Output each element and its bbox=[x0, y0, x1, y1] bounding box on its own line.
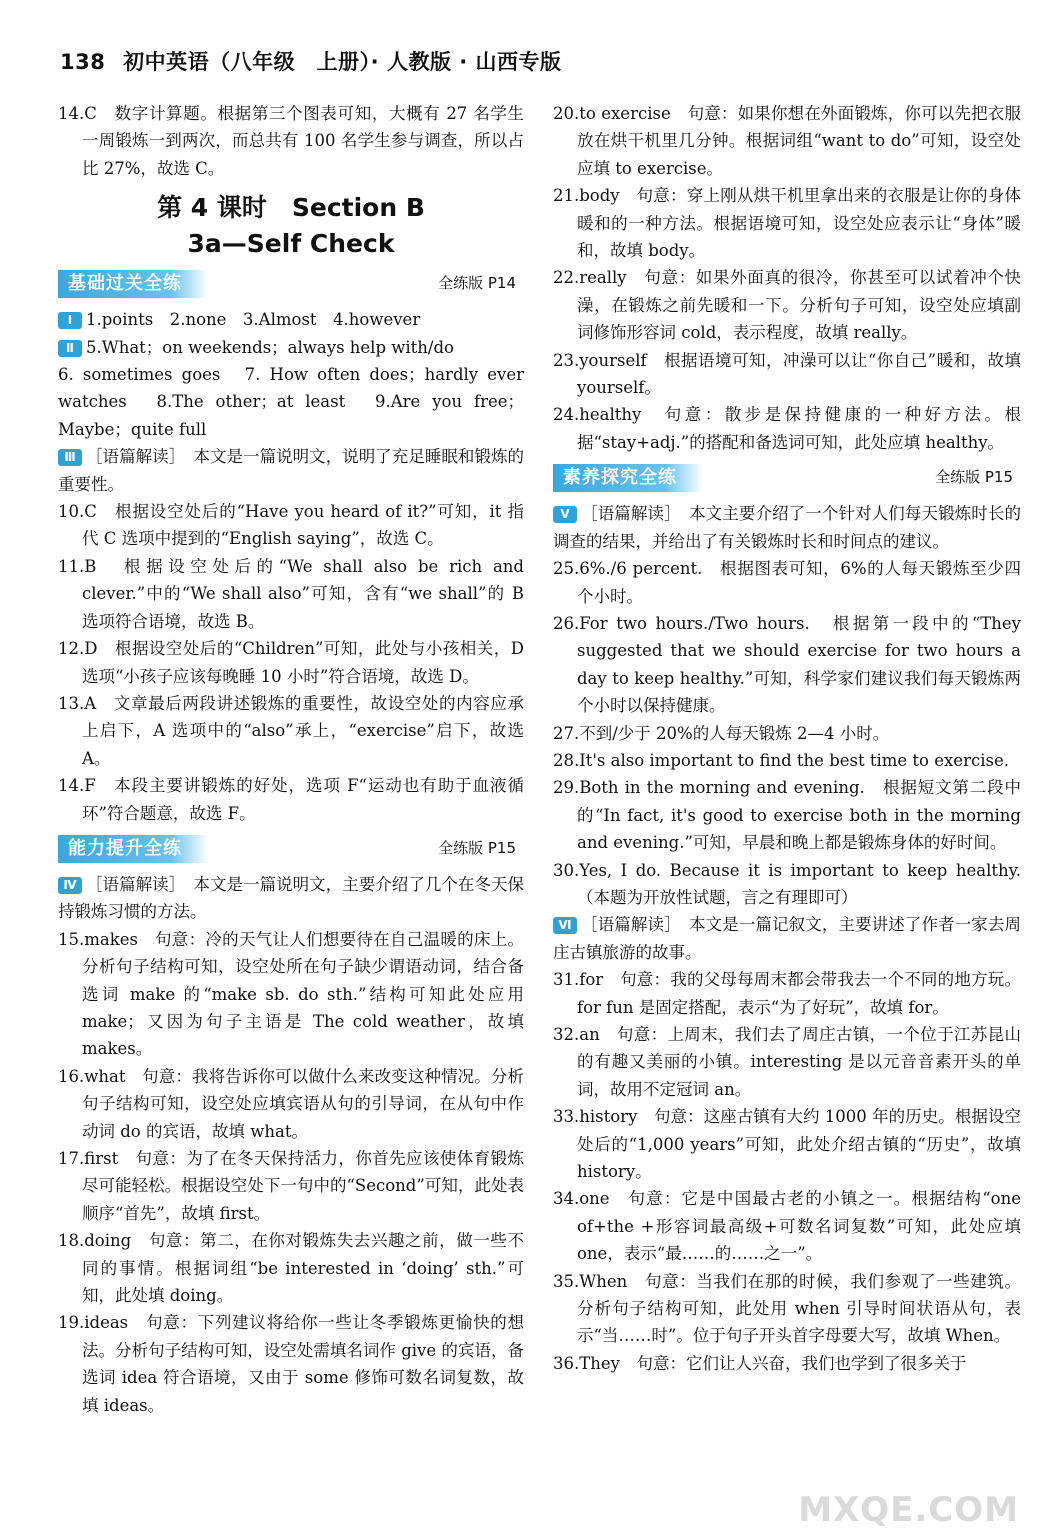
answer-item: 27.不到/少于 20%的人每天锻炼 2—4 小时。 bbox=[553, 723, 890, 743]
roman-badge: Ⅳ bbox=[58, 877, 82, 894]
roman-badge: Ⅴ bbox=[553, 506, 577, 523]
answer-item: 23.yourself 根据语境可知，冲澡可以让“你自己”暖和，故填 yourself。 bbox=[553, 350, 1021, 398]
answer-item: 13.A 文章最后两段讲述锻炼的重要性，故设空处的内容应承上启下，A 选项中的“also”承上，“exercise”启下，故选 A。 bbox=[58, 693, 524, 768]
right-column bbox=[553, 100, 1021, 1377]
lesson-title bbox=[58, 190, 524, 262]
roman-badge: Ⅱ bbox=[58, 340, 82, 357]
banner-ref: 全练版 P14 bbox=[438, 274, 516, 293]
section-banner bbox=[58, 833, 524, 865]
answer-item: 17.first 句意：为了在冬天保持活力，你首先应该使体育锻炼尽可能轻松。根据设空处下一句中的“Second”可知，此处表顺序“首先”，故填 first。 bbox=[58, 1149, 524, 1223]
section-banner bbox=[58, 268, 524, 300]
banner-ref: 全练版 P15 bbox=[935, 468, 1013, 487]
part-text: ［语篇解读］ 本文是一篇说明文，主要介绍了几个在冬天保持锻炼习惯的方法。 bbox=[58, 874, 524, 922]
answer-item: 35.When 句意：当我们在那的时候，我们参观了一些建筑。分析句子结构可知，此处用 when 引导时间状语从句，表示“当……时”。位于句子开头首字母要大写，故填 When。 bbox=[553, 1271, 1021, 1346]
answer-item: 30.Yes, I do. Because it is important to keep healthy.（本题为开放性试题，言之有理即可） bbox=[553, 860, 1021, 907]
answer-item: 24.healthy 句意：散步是保持健康的一种好方法。根据“stay+adj.”的搭配和备选词可知，此处应填 healthy。 bbox=[553, 405, 1021, 452]
answer-item: 21.body 句意：穿上刚从烘干机里拿出来的衣服是让你的身体暖和的一种方法。根据语境可知，设空处应表示让“身体”暖和，故填 body。 bbox=[553, 186, 1021, 261]
part-text: 5.What；on weekends；always help with/do bbox=[86, 337, 454, 357]
section-banner bbox=[553, 462, 1021, 494]
lesson-title-line2: 3a—Self Check bbox=[187, 229, 395, 259]
part-line bbox=[58, 443, 524, 498]
answer-item: 33.history 句意：这座古镇有大约 1000 年的历史。根据设空处后的“1,000 years”可知，此处介绍古镇的“历史”，故填 history。 bbox=[553, 1107, 1021, 1182]
part-line bbox=[553, 500, 1021, 555]
page-number: 138 bbox=[60, 50, 106, 74]
part-text: ［语篇解读］ 本文主要介绍了一个针对人们每天锻炼时长的调查的结果，并给出了有关锻炼时长和时间点的建议。 bbox=[553, 504, 1021, 551]
roman-badge: Ⅰ bbox=[58, 312, 82, 329]
answer-item: 20.to exercise 句意：如果你想在外面锻炼，你可以先把衣服放在烘干机里几分钟。根据词组“want to do”可知，设空处应填 to exercise。 bbox=[553, 104, 1021, 178]
answer-item: 15.makes 句意：冷的天气让人们想要待在自己温暖的床上。分析句子结构可知，设空处所在句子缺少谓语动词，结合备选词 make 的“make sb. do sth.”结构可知此处应用 make；又因为句子主语是 The cold weather，故填 makes。 bbox=[58, 929, 524, 1059]
banner-label: 素养探究全练 bbox=[553, 464, 703, 492]
answer-item: 31.for 句意：我的父母每周末都会带我去一个不同的地方玩。for fun 是固定搭配，表示“为了好玩”，故填 for。 bbox=[553, 970, 1021, 1017]
answer-item: 10.C 根据设空处后的“Have you heard of it?”可知，it 指代 C 选项中提到的“English saying”，故选 C。 bbox=[58, 502, 524, 549]
watermark: MXQE.COM bbox=[798, 1490, 1019, 1530]
answer-item: 36.They 句意：它们让人兴奋，我们也学到了很多关于 bbox=[553, 1353, 967, 1373]
answer-item: 16.what 句意：我将告诉你可以做什么来改变这种情况。分析句子结构可知，设空处应填宾语从句的引导词，在从句中作动词 do 的宾语，故填 what。 bbox=[58, 1066, 524, 1141]
answer-item: 18.doing 句意：第二，在你对锻炼失去兴趣之前，做一些不同的事情。根据词组“be interested in ‘doing’ sth.”可知，此处填 doing。 bbox=[58, 1231, 524, 1306]
answer-item: 11.B 根据设空处后的“We shall also be rich and clever.”中的“We shall also”可知，含有“we shall”的 B 选项符合语境，故选 B。 bbox=[58, 556, 524, 631]
part-text: ［语篇解读］ 本文是一篇记叙文，主要讲述了作者一家去周庄古镇旅游的故事。 bbox=[553, 915, 1021, 962]
answer-item: 32.an 句意：上周末，我们去了周庄古镇，一个位于江苏昆山的有趣又美丽的小镇。interesting 是以元音音素开头的单词，故用不定冠词 an。 bbox=[553, 1025, 1021, 1099]
roman-badge: Ⅵ bbox=[553, 917, 577, 934]
answer-item: 34.one 句意：它是中国最古老的小镇之一。根据结构“one of+the +形容词最高级+可数名词复数”可知，此处应填 one，表示“最……的……之一”。 bbox=[553, 1189, 1021, 1264]
left-column bbox=[58, 100, 524, 1419]
answer-item: 14.F 本段主要讲锻炼的好处，选项 F“运动也有助于血液循环”符合题意，故选 F。 bbox=[58, 776, 524, 823]
answer-item: 19.ideas 句意：下列建议将给你一些让冬季锻炼更愉快的想法。分析句子结构可知，设空处需填名词作 give 的宾语，备选词 idea 符合语境，又由于 some 修饰可数名词复数，故填 ideas。 bbox=[58, 1313, 524, 1415]
book-title: 初中英语（八年级 上册）· 人教版 · 山西专版 bbox=[123, 50, 562, 74]
answer-item: 25.6%./6 percent. 根据图表可知，6%的人每天锻炼至少四个小时。 bbox=[553, 559, 1021, 606]
part-line bbox=[553, 911, 1021, 966]
answer-item: 14.C 数字计算题。根据第三个图表可知，大概有 27 名学生一周锻炼一到两次，而总共有 100 名学生参与调查，所以占比 27%，故选 C。 bbox=[58, 104, 524, 178]
part-line bbox=[58, 306, 524, 333]
roman-badge: Ⅲ bbox=[58, 449, 82, 466]
part-line bbox=[58, 871, 524, 926]
banner-label: 基础过关全练 bbox=[58, 270, 208, 298]
answer-item: 22.really 句意：如果外面真的很冷，你甚至可以试着冲个快澡，在锻炼之前先暖和一下。分析句子可知，设空处应填副词修饰形容词 cold，表示程度，故填 really。 bbox=[553, 268, 1021, 343]
part-line bbox=[58, 334, 524, 361]
part-text: 1.points 2.none 3.Almost 4.however bbox=[86, 310, 421, 330]
part-text: ［语篇解读］ 本文是一篇说明文，说明了充足睡眠和锻炼的重要性。 bbox=[58, 447, 524, 494]
answer-item: 26.For two hours./Two hours. 根据第一段中的“They suggested that we should exercise for two hours a day to keep healthy.”可知，科学家们建议我们每天锻炼两个小时以保持健康。 bbox=[553, 613, 1021, 716]
banner-label: 能力提升全练 bbox=[58, 835, 208, 863]
part-line: 6. sometimes goes 7. How often does；hardly ever watches 8.The other；at least 9.Are you free；Maybe；quite full bbox=[58, 365, 524, 439]
answer-item: 12.D 根据设空处后的“Children”可知，此处与小孩相关，D 选项“小孩子应该每晚睡 10 小时”符合语境，故选 D。 bbox=[58, 639, 524, 686]
lesson-title-line1: 第 4 课时 Section B bbox=[157, 193, 425, 223]
page-header bbox=[60, 46, 562, 76]
answer-item: 28.It's also important to find the best time to exercise. bbox=[553, 750, 1009, 770]
banner-ref: 全练版 P15 bbox=[438, 838, 516, 857]
answer-item: 29.Both in the morning and evening. 根据短文第二段中的“In fact, it's good to exercise both in the morning and evening.”可知，早晨和晚上都是锻炼身体的好时间。 bbox=[553, 778, 1021, 853]
